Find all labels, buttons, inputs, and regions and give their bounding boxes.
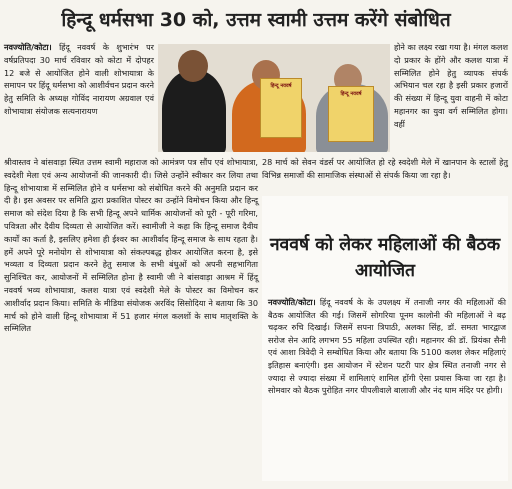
article-intro-text: हिंदू नववर्ष के शुभारंभ पर वर्षप्रतिपदा 30 मार्च रविवार को कोटा में दोपहर 12 बजे से आयोजित होने वाली शोभायात्रा के समापन पर हिंदू धर्मसभा को आशीर्वचन प्रदान करने हेतु समिति के अध्यक्ष गोविंद नारायण अग्रवाल एवं शोभायात्रा संयोजक सत्यनारायण: [4, 42, 154, 116]
photo-poster-left: [260, 78, 302, 138]
photo-poster-left-title: हिन्दू नववर्ष: [270, 83, 292, 89]
article-intro-left: [4, 41, 154, 118]
page-headline: हिन्दू धर्मसभा 30 को, उत्तम स्वामी उत्तम करेंगे संबोधित: [61, 9, 451, 31]
article-body-main: श्रीवास्तव ने बांसवाड़ा स्थित उत्तम स्वामी महाराज को आमंत्रण पत्र सौंप एवं शोभायात्रा, स्वदेशी मेला एवं अन्य आयोजनों की जानकारी दी। जिसे उन्होंने स्वीकार कर लिया तथा हिन्दू शोभायात्रा में सम्मिलित होने व धर्मसभा को संबोधित करने की अनुमति प्रदान कर दी है। इस अवसर पर समिति द्वारा प्रकाशित पोस्टर का उन्होंने विमोचन किया और हिन्दू समाज को संदेश दिया है कि सभी हिन्दू अपने धार्मिक आयोजनों को पूरी - पूरी गरिमा, पवित्रता और दैवीय दिव्यता से आयोजित करें। स्वामीजी ने कहा कि हिन्दू समाज दैवीय कार्यों का कर्ता है, इसलिए हमेशा ही ईश्वर का आशीर्वाद हिन्दू समाज के साथ रहता है। हमें अपने पूरे मनोयोग से शोभायात्रा को संकल्पबद्ध होकर आयोजित करना है, इसे भव्यता व दिव्यता प्रदान करने हेतु समाज के सभी बंधुओं को अपनी सहभागिता सुनिश्चित कर, आयोजनों में सम्मिलित होना है स्वामी जी ने बांसवाड़ा आश्रम में हिंदू नववर्ष भव्य शोभायात्रा, कलश यात्रा एवं स्वदेशी मेले के पोस्टर का विमोचन कर आशीर्वाद प्रदान किया। समिति के मीडिया संयोजक अरविंद सिसोदिया ने बताया कि 30 मार्च को होने वाली हिन्दू शोभायात्रा में 51 हजार मंगल कलशों के साथ मातृशक्ति के सम्मिलित: [4, 157, 258, 334]
sidebar-body-text: हिंदू नववर्ष के के उपलक्ष्य में तनाजी नगर की महिलाओं की बैठक आयोजित की गई। जिसमें सोगरिया पूनम कालोनी की महिलाओं ने बढ़ चढ़कर रुचि दिखाई। जिसमें सपना त्रिपाठी, अलका सिंह, डॉ. समता भारद्वाज सरोज सेन आदि लगभग 55 महिला उपस्थित रही। महानगर की डॉ. प्रियंका सैनी एवं आशा त्रिवेदी ने सम्बोधित किया और बताया कि 5100 कलश लेकर महिलाएं इतिहास बनाएंगी। इस आयोजन में स्टेशन पटरी पार क्षेत्र स्थित तनाजी नगर से ज्यादा से ज्यादा संख्या में शामिलाएं शामिल होंगी ऐसा प्रयास किया जा रहा है। सोमवार को बैठक पुरोहित नगर पीपलीवाले बालाजी और नंद धाम मंदिर पर होगी।: [268, 297, 506, 396]
photo-poster-right: [328, 86, 374, 142]
news-photo: [158, 44, 390, 152]
article-dateline: नवज्योति/कोटा।: [4, 42, 52, 52]
sidebar-body: [268, 296, 506, 397]
sidebar-dateline: नवज्योति/कोटा।: [268, 297, 316, 307]
photo-head-1: [178, 50, 208, 82]
photo-person-black-suit: [162, 70, 226, 152]
article-intro-right: होने का लक्ष्य रखा गया है। मंगल कलश दो प्रकार के होंगे और कलश यात्रा में सम्मिलित होने हेतु व्यापक संपर्क अभियान चल रहा है इसी प्रकार हजारों की संख्या में हिन्दू युवा वाहनी में कोटा महानगर का युवा वर्ग सम्मिलित होगा। वहीं: [394, 42, 508, 129]
sidebar-title: नववर्ष को लेकर महिलाओं की बैठक आयोजित: [269, 235, 501, 281]
article-body-continuation: 28 मार्च को सेवन वंडर्स पर आयोजित हो रहे स्वदेशी मेले में खानपान के स्टालों हेतु विभिन्न समाजों की सामाजिक संस्थाओं से संपर्क किया जा रहा है।: [262, 157, 508, 180]
photo-poster-right-title: हिन्दू नववर्ष: [340, 91, 362, 97]
